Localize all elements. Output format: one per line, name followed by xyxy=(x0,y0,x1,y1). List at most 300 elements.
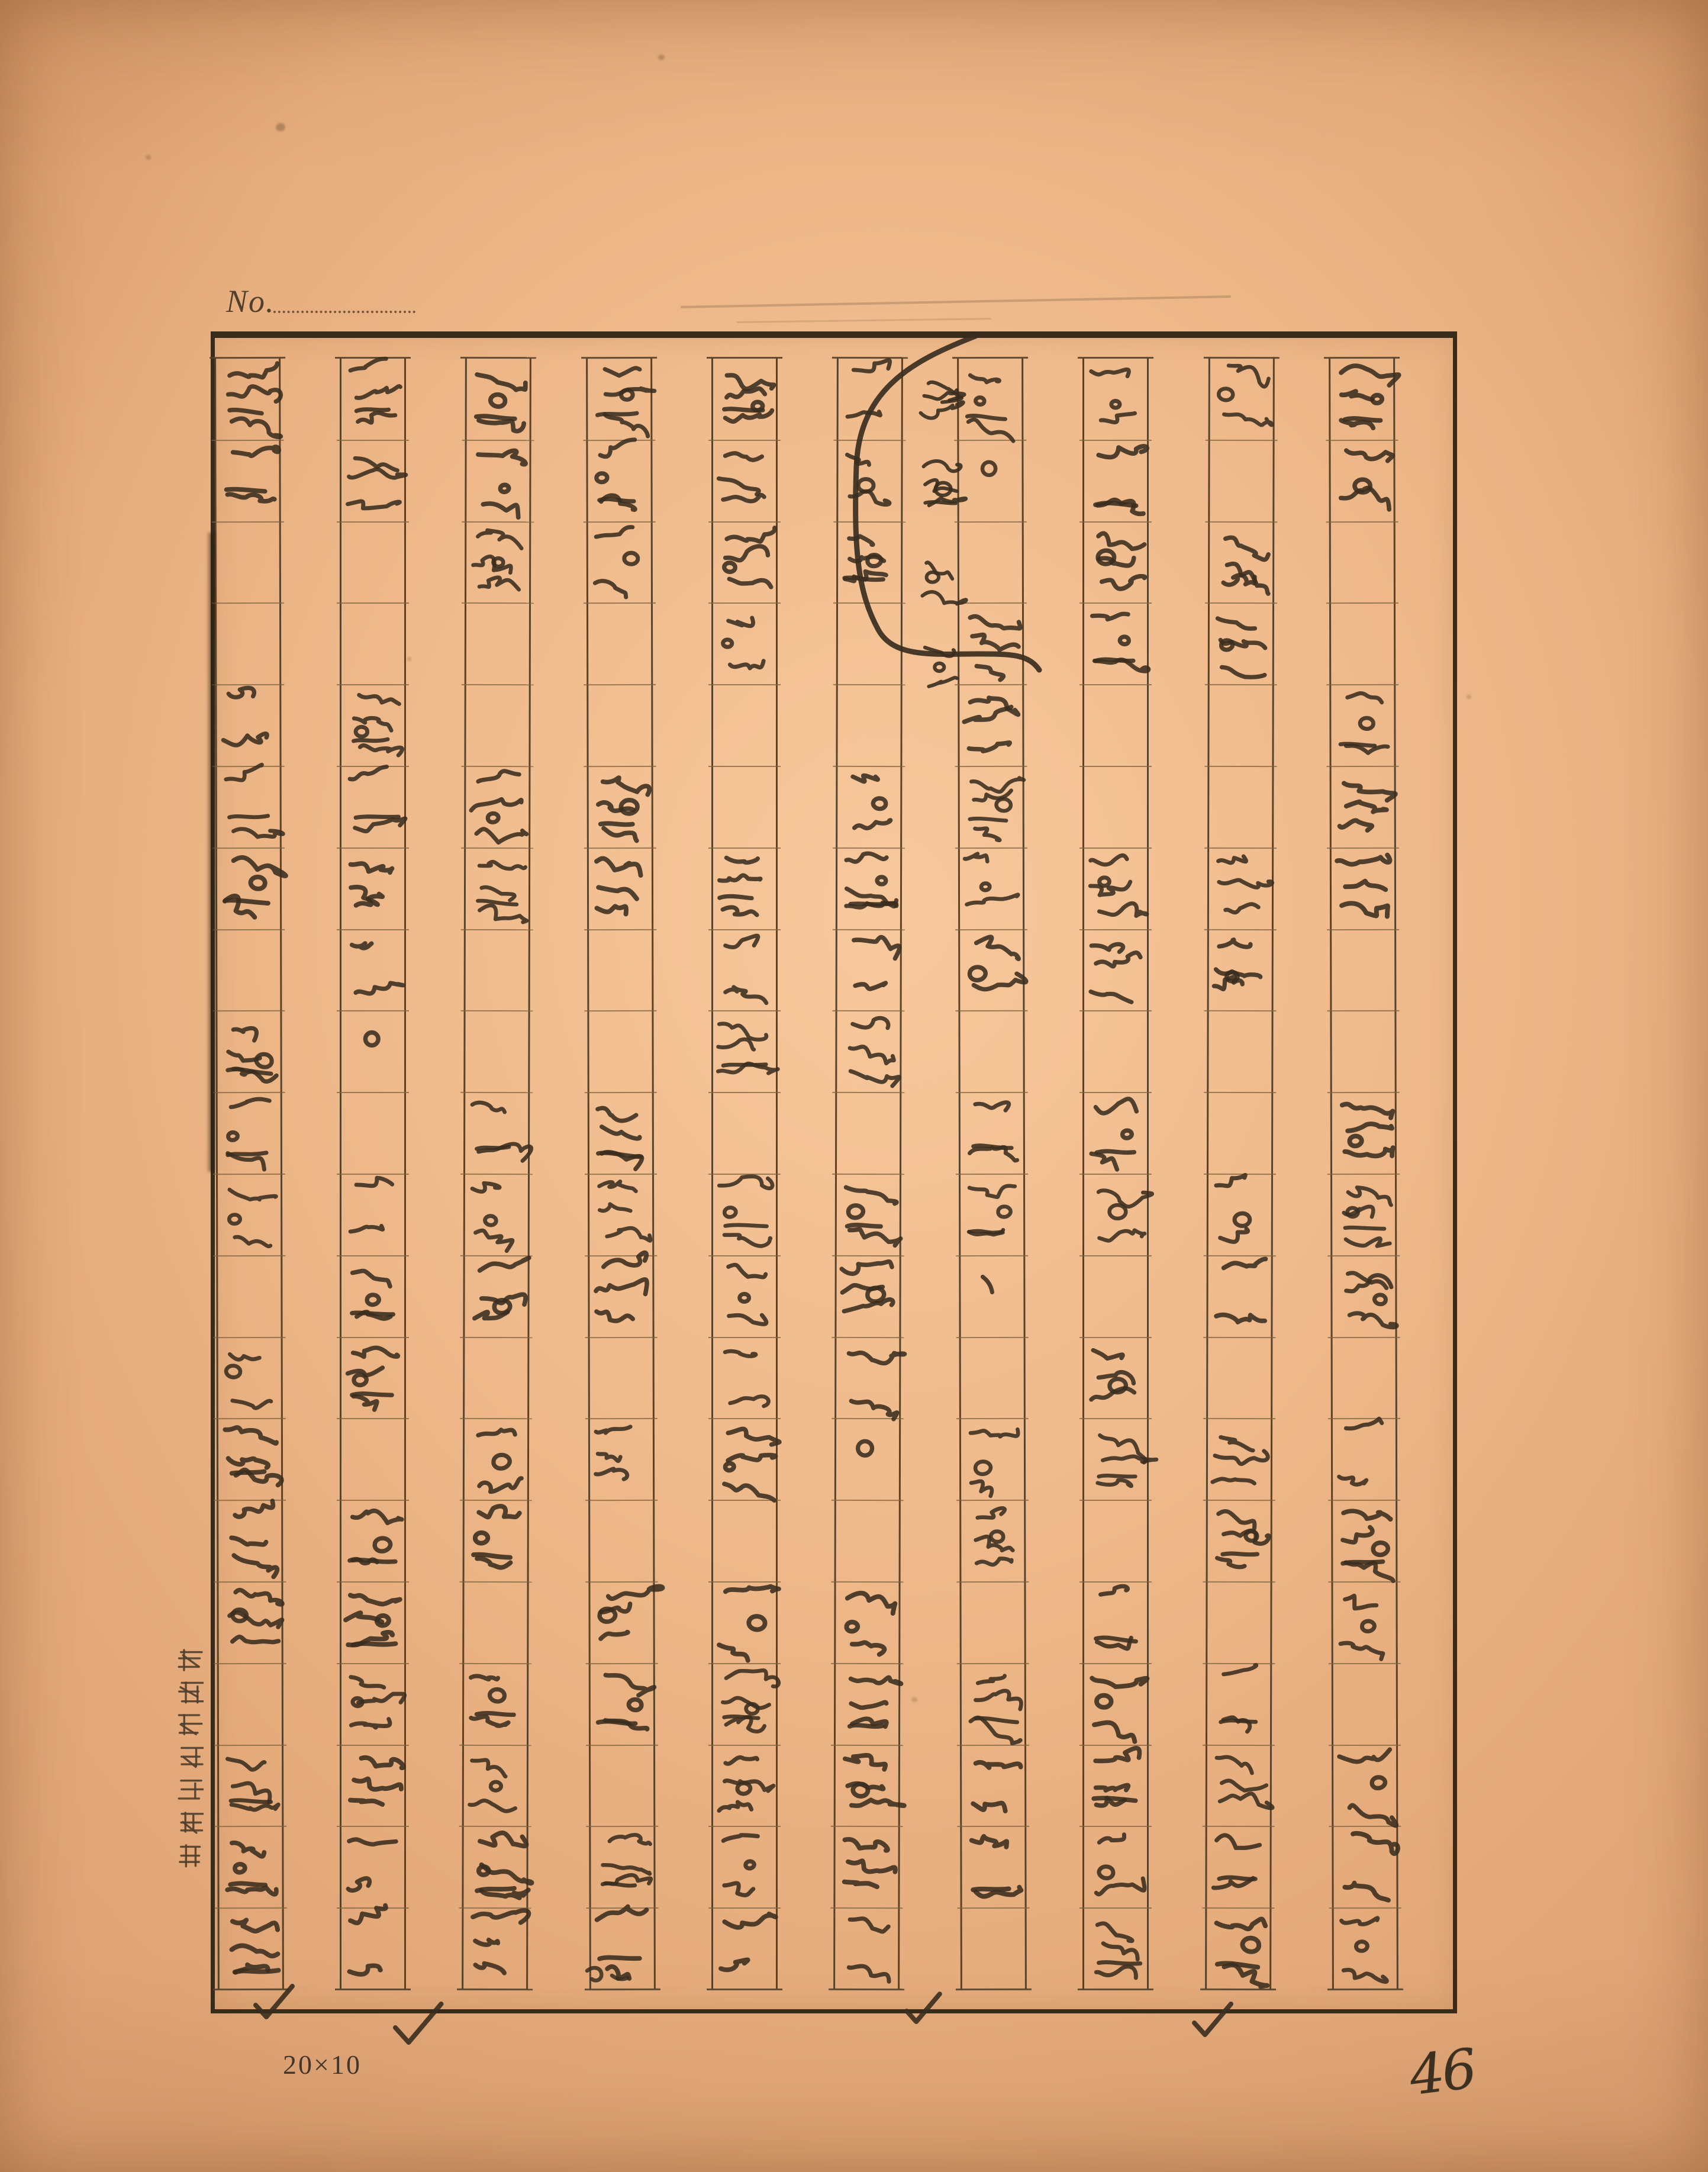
cell-divider xyxy=(1204,929,1277,930)
cell-divider xyxy=(1079,1500,1152,1501)
cell-divider xyxy=(955,1010,1027,1011)
cell-divider xyxy=(1328,1418,1400,1419)
handwritten-char xyxy=(963,1095,1022,1165)
cell-divider xyxy=(1203,1663,1275,1664)
handwritten-char xyxy=(220,1751,281,1823)
cell-divider xyxy=(954,440,1026,441)
cell-divider xyxy=(708,1826,781,1827)
cell-divider xyxy=(956,1255,1028,1256)
cell-divider xyxy=(833,847,905,849)
handwritten-char xyxy=(713,1178,775,1251)
column-cap xyxy=(1204,357,1280,359)
cell-divider xyxy=(708,684,781,685)
cell-divider xyxy=(1326,440,1398,441)
column-cap xyxy=(457,1989,533,1990)
handwritten-char xyxy=(840,1830,900,1901)
pencil-smudge-line xyxy=(737,318,991,323)
cell-divider xyxy=(461,1010,533,1011)
grid-border-smudge xyxy=(208,533,215,1172)
cell-divider xyxy=(832,1336,904,1338)
cell-divider xyxy=(460,1500,532,1501)
handwritten-char xyxy=(716,1259,775,1329)
cell-divider xyxy=(461,847,533,849)
handwritten-char xyxy=(1211,1750,1271,1820)
cell-divider xyxy=(1326,602,1398,604)
handwritten-char xyxy=(1333,852,1392,922)
column-cap xyxy=(581,357,657,359)
cell-divider xyxy=(585,1418,658,1419)
cell-divider xyxy=(834,440,906,441)
cell-divider xyxy=(1079,1663,1152,1664)
column-cap xyxy=(585,1989,660,1990)
cell-divider xyxy=(1079,684,1152,685)
handwritten-char xyxy=(1333,775,1392,845)
handwritten-char xyxy=(1085,1100,1146,1171)
cell-divider xyxy=(1327,1092,1400,1093)
writing-column-3 xyxy=(462,358,531,1989)
handwritten-char xyxy=(840,445,900,515)
handwritten-char xyxy=(343,935,403,1006)
handwritten-char xyxy=(713,850,774,922)
cell-divider xyxy=(833,602,905,604)
cell-divider xyxy=(1203,1744,1275,1745)
handwritten-char xyxy=(965,1259,1024,1329)
cell-divider xyxy=(462,521,534,522)
cell-divider xyxy=(832,1255,904,1256)
cell-divider xyxy=(708,602,781,604)
cell-divider xyxy=(337,1174,409,1175)
cell-divider xyxy=(586,1826,658,1827)
handwritten-char xyxy=(838,1014,898,1085)
cell-divider xyxy=(1205,602,1277,604)
handwritten-char xyxy=(346,363,407,434)
handwritten-char xyxy=(836,1751,897,1823)
handwritten-char xyxy=(592,1667,652,1737)
handwritten-char xyxy=(713,1753,774,1824)
cell-divider xyxy=(1205,684,1277,685)
cell-divider xyxy=(830,1907,903,1909)
cell-divider xyxy=(460,1581,532,1583)
cell-divider xyxy=(337,929,409,930)
column-cap xyxy=(707,357,782,359)
handwritten-char xyxy=(959,692,1020,763)
cell-divider xyxy=(1079,1092,1152,1093)
handwritten-char xyxy=(1088,1913,1149,1985)
column-cap xyxy=(335,357,411,359)
handwritten-char xyxy=(466,1503,526,1573)
handwritten-char xyxy=(589,526,650,598)
handwritten-char xyxy=(1088,1834,1148,1904)
handwritten-char xyxy=(837,1259,897,1330)
cell-divider xyxy=(955,684,1027,685)
handwritten-char xyxy=(1336,1263,1397,1335)
cell-divider xyxy=(708,929,781,930)
handwritten-char xyxy=(589,1097,651,1169)
cell-divider xyxy=(708,1092,781,1093)
insertion-char xyxy=(917,462,962,519)
cell-divider xyxy=(584,602,656,604)
cell-divider xyxy=(212,1010,285,1011)
cell-divider xyxy=(708,1174,781,1175)
handwritten-char xyxy=(593,1178,655,1250)
cell-divider xyxy=(956,1336,1029,1338)
no-field xyxy=(226,283,275,320)
handwritten-char xyxy=(717,365,778,436)
cell-divider xyxy=(956,1092,1028,1093)
cell-divider xyxy=(833,521,905,522)
cell-divider xyxy=(212,521,284,522)
cell-divider xyxy=(1328,1336,1400,1338)
handwritten-char xyxy=(466,529,528,601)
cell-divider xyxy=(956,1418,1029,1419)
handwritten-char xyxy=(714,448,774,519)
cell-divider xyxy=(584,684,656,685)
writing-column-9 xyxy=(1205,358,1275,1989)
handwritten-char xyxy=(590,1259,650,1330)
paper-stain xyxy=(146,155,151,160)
cell-divider xyxy=(584,929,656,930)
handwritten-char xyxy=(466,1427,526,1498)
handwritten-char xyxy=(1085,1668,1145,1739)
cell-divider xyxy=(585,1500,658,1501)
handwritten-char xyxy=(840,1427,900,1498)
handwritten-char xyxy=(341,853,403,924)
cell-divider xyxy=(1203,1336,1275,1338)
handwritten-char xyxy=(594,1584,655,1656)
cell-divider xyxy=(1205,521,1277,522)
cell-divider xyxy=(459,1663,531,1664)
cell-divider xyxy=(1329,1744,1401,1745)
cell-divider xyxy=(1079,1255,1152,1256)
cell-divider xyxy=(1079,1010,1152,1011)
handwritten-char xyxy=(1084,853,1145,924)
handwritten-char xyxy=(840,933,901,1004)
cell-divider xyxy=(1329,1907,1401,1909)
column-cap xyxy=(707,1989,782,1990)
cell-divider xyxy=(1327,929,1399,930)
cell-divider xyxy=(833,929,905,930)
insertion-char xyxy=(917,552,962,609)
cell-divider xyxy=(1204,1010,1277,1011)
handwritten-char xyxy=(1335,364,1394,434)
handwritten-char xyxy=(1213,852,1273,923)
handwritten-char xyxy=(1212,1506,1272,1576)
paper-stain xyxy=(1467,695,1471,699)
cell-divider xyxy=(337,1745,409,1746)
handwritten-char xyxy=(964,1671,1026,1743)
cell-divider xyxy=(586,1663,658,1664)
column-cap xyxy=(1078,357,1153,359)
handwritten-char xyxy=(714,1833,775,1905)
cell-divider xyxy=(460,1255,533,1256)
handwritten-char xyxy=(1214,530,1273,600)
cell-divider xyxy=(957,1744,1029,1745)
cell-divider xyxy=(583,440,655,441)
handwritten-char xyxy=(1209,1832,1269,1903)
cell-divider xyxy=(337,1255,409,1256)
handwritten-char xyxy=(1336,1749,1397,1820)
cell-divider xyxy=(1079,1745,1152,1746)
no-label: No. xyxy=(226,283,275,319)
cell-divider xyxy=(958,1907,1030,1909)
cell-divider xyxy=(1079,766,1152,767)
handwritten-char xyxy=(1084,933,1146,1006)
cell-divider xyxy=(1204,1092,1276,1093)
handwritten-char xyxy=(470,446,530,517)
publisher-kanji-char xyxy=(175,1743,204,1771)
handwritten-char xyxy=(1087,1584,1148,1655)
column-cap xyxy=(335,1989,411,1990)
handwritten-char xyxy=(346,1748,407,1819)
handwritten-char xyxy=(465,1749,527,1821)
handwritten-char xyxy=(964,608,1024,678)
handwritten-char xyxy=(466,1097,527,1169)
handwritten-char xyxy=(1085,608,1146,681)
handwritten-char xyxy=(589,447,650,519)
cell-divider xyxy=(460,1092,533,1093)
cell-divider xyxy=(214,1418,286,1419)
writing-column-7 xyxy=(957,358,1027,1989)
cell-divider xyxy=(708,1337,781,1338)
cell-divider xyxy=(337,440,409,441)
handwritten-char xyxy=(1336,1506,1398,1578)
cell-divider xyxy=(337,1418,409,1419)
handwritten-char xyxy=(340,1588,403,1661)
handwritten-char xyxy=(463,1912,526,1985)
handwritten-char xyxy=(966,1507,1026,1578)
cell-divider xyxy=(1079,602,1152,604)
handwritten-char xyxy=(342,448,402,519)
cell-divider xyxy=(1079,521,1152,523)
handwritten-char xyxy=(591,362,652,434)
handwritten-char xyxy=(219,1503,281,1575)
cell-divider xyxy=(1079,847,1152,849)
cell-divider xyxy=(1079,1418,1152,1419)
handwritten-char xyxy=(963,1425,1023,1495)
cell-divider xyxy=(584,1010,656,1011)
cell-divider xyxy=(1327,1010,1399,1011)
grid-spec-label: 20×10 xyxy=(283,2049,362,2080)
cell-divider xyxy=(1079,1907,1152,1909)
cell-divider xyxy=(955,521,1027,522)
cell-divider xyxy=(1204,847,1277,849)
cell-divider xyxy=(956,1581,1029,1583)
handwritten-char xyxy=(717,527,779,599)
handwritten-char xyxy=(964,772,1024,842)
handwritten-char xyxy=(1084,1343,1146,1416)
cell-divider xyxy=(213,1174,285,1175)
cell-divider xyxy=(708,521,781,523)
cell-divider xyxy=(584,521,656,522)
handwritten-char xyxy=(1336,1097,1397,1169)
handwritten-char xyxy=(344,771,405,842)
handwritten-char xyxy=(468,853,530,926)
handwritten-char xyxy=(593,1912,653,1983)
publisher-kanji-char xyxy=(175,1645,204,1674)
cell-divider xyxy=(956,1500,1029,1501)
paper-stain xyxy=(276,123,285,131)
handwritten-char xyxy=(715,1915,777,1987)
handwritten-char xyxy=(962,932,1023,1004)
column-cap xyxy=(210,357,285,359)
cell-divider xyxy=(459,1907,531,1909)
handwritten-char xyxy=(465,1667,526,1739)
handwritten-char xyxy=(1210,608,1271,679)
cell-divider xyxy=(211,440,283,441)
cell-divider xyxy=(708,1745,781,1746)
handwritten-char xyxy=(964,1178,1024,1249)
pencil-smudge-line xyxy=(681,295,1231,308)
handwritten-char xyxy=(837,1912,897,1982)
cell-divider xyxy=(337,602,409,604)
cell-divider xyxy=(708,1581,781,1583)
paper-stain xyxy=(658,54,665,60)
cell-divider xyxy=(832,1500,904,1501)
cell-divider xyxy=(708,766,781,767)
handwritten-char xyxy=(346,1017,406,1088)
insertion-char xyxy=(917,372,962,429)
cell-divider xyxy=(1326,684,1398,685)
cell-divider xyxy=(1326,521,1398,522)
handwritten-char xyxy=(223,1585,283,1657)
cell-divider xyxy=(1079,440,1152,441)
publisher-kanji-char xyxy=(175,1678,204,1706)
handwritten-char xyxy=(1209,936,1270,1007)
cell-divider xyxy=(462,440,534,441)
cell-divider xyxy=(212,766,285,767)
cell-divider xyxy=(462,602,534,604)
cell-divider xyxy=(337,766,409,767)
handwritten-char xyxy=(221,1181,280,1251)
cell-divider xyxy=(584,847,656,849)
cell-divider xyxy=(1329,1826,1401,1827)
cell-divider xyxy=(584,766,656,767)
cell-divider xyxy=(214,1663,286,1664)
handwritten-char xyxy=(1210,1178,1272,1251)
handwritten-char xyxy=(594,1829,656,1901)
insertion-char xyxy=(917,642,962,699)
cell-divider xyxy=(957,1663,1029,1664)
handwritten-char xyxy=(717,612,776,682)
cell-divider xyxy=(337,1581,409,1583)
cell-divider xyxy=(212,602,284,604)
column-cap xyxy=(1324,357,1400,359)
cell-divider xyxy=(831,1663,903,1664)
cell-divider xyxy=(214,1500,286,1501)
handwritten-char xyxy=(716,1426,779,1499)
cell-divider xyxy=(1079,1581,1152,1583)
writing-column-5 xyxy=(711,358,778,1989)
cell-divider xyxy=(955,766,1027,767)
handwritten-char xyxy=(840,1671,901,1742)
handwritten-char xyxy=(1211,1667,1271,1737)
cell-divider xyxy=(708,1418,781,1419)
cell-divider xyxy=(585,1174,657,1175)
handwritten-char xyxy=(219,689,282,762)
cell-divider xyxy=(460,1418,532,1419)
column-cap xyxy=(213,1989,289,1990)
cell-divider xyxy=(214,1744,286,1745)
handwritten-char xyxy=(839,1345,899,1415)
cell-divider xyxy=(337,1500,409,1501)
cell-divider xyxy=(337,1826,409,1827)
cell-divider xyxy=(460,1174,533,1175)
cell-divider xyxy=(832,1092,904,1093)
cell-divider xyxy=(585,1092,657,1093)
cell-divider xyxy=(337,1907,409,1909)
column-cap xyxy=(952,357,1028,359)
cell-divider xyxy=(337,1092,409,1093)
publisher-kanji-char xyxy=(175,1808,204,1836)
handwritten-char xyxy=(1334,1588,1395,1660)
handwritten-char xyxy=(342,1345,402,1416)
cell-divider xyxy=(337,847,409,849)
handwritten-char xyxy=(1084,1752,1144,1823)
cell-divider xyxy=(586,1744,658,1745)
page-number-handwritten: 46 xyxy=(1406,2036,1478,2108)
handwritten-char xyxy=(1335,1913,1397,1984)
manuscript-grid xyxy=(211,331,1457,2013)
cell-divider xyxy=(1203,1500,1275,1501)
cell-divider xyxy=(832,1581,904,1583)
cell-divider xyxy=(957,1826,1029,1827)
cell-divider xyxy=(1327,847,1399,849)
cell-divider xyxy=(214,1826,286,1827)
publisher-kanji-char xyxy=(175,1775,204,1804)
column-cap xyxy=(956,1989,1032,1990)
cell-divider xyxy=(833,766,905,767)
cell-divider xyxy=(1203,1581,1275,1583)
cell-divider xyxy=(708,1907,781,1909)
handwritten-char xyxy=(840,362,900,433)
cell-divider xyxy=(212,684,284,685)
cell-divider xyxy=(831,1744,903,1745)
cell-divider xyxy=(214,1336,286,1338)
handwritten-char xyxy=(466,1177,528,1249)
cell-divider xyxy=(1328,1500,1400,1501)
column-cap xyxy=(460,357,536,359)
handwritten-char xyxy=(343,1177,403,1247)
writing-column-1 xyxy=(214,358,284,1989)
cell-divider xyxy=(337,521,409,523)
publisher-kanji-char xyxy=(175,1710,204,1739)
handwritten-char xyxy=(840,1180,900,1250)
handwritten-char xyxy=(343,1261,404,1333)
handwritten-char xyxy=(713,1016,773,1087)
column-cap xyxy=(829,1989,904,1990)
cell-divider xyxy=(1327,1174,1400,1175)
cell-divider xyxy=(1079,1826,1152,1827)
cell-divider xyxy=(708,1010,781,1011)
handwritten-char xyxy=(1333,443,1394,514)
cell-divider xyxy=(461,929,533,930)
handwritten-char xyxy=(1087,363,1146,433)
cell-divider xyxy=(1203,1826,1275,1827)
cell-divider xyxy=(1204,766,1277,767)
cell-divider xyxy=(708,1663,781,1664)
cell-divider xyxy=(832,1174,904,1175)
cell-divider xyxy=(459,1826,531,1827)
cell-divider xyxy=(337,684,409,685)
cell-divider xyxy=(1079,929,1152,930)
handwritten-char xyxy=(220,1100,282,1172)
cell-divider xyxy=(955,847,1027,849)
handwritten-char xyxy=(1087,1181,1148,1253)
handwritten-char xyxy=(468,1834,530,1906)
no-dotted-line xyxy=(273,310,415,313)
cell-divider xyxy=(955,929,1027,930)
column-cap xyxy=(832,357,908,359)
